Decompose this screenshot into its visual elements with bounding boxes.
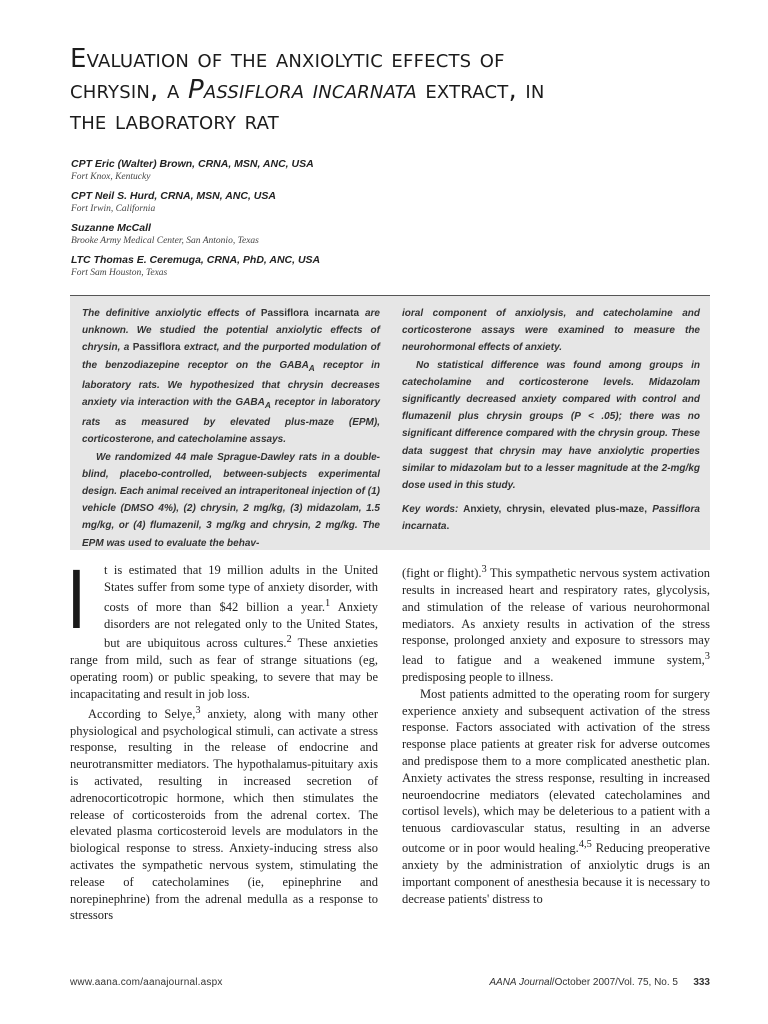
author-item	[71, 221, 491, 248]
author-name: Suzanne McCall	[71, 222, 151, 234]
author-item	[71, 253, 491, 280]
article-title	[70, 44, 710, 137]
drop-cap: I	[70, 552, 83, 646]
keywords-end: .	[446, 521, 450, 533]
keywords-species: Passiflora incarnata	[402, 504, 700, 533]
author-name: CPT Neil S. Hurd, CRNA, MSN, ANC, USA	[71, 190, 276, 202]
body-paragraph	[70, 552, 378, 703]
abstract-paragraph: No statistical difference was found among groups in catecholamine and corticosterone levels. Midazolam significantly decreased anxiety compared with control and flumazenil plus chrysin groups (P < .05); there was no significant difference compared with the chrysin group. These data suggest that chrysin may have anxiolytic properties similar to midazolam but to a lesser magnitude at the 2-mg/kg dose used in this study.	[402, 359, 700, 492]
author-affiliation: Fort Irwin, California	[71, 204, 156, 214]
body-column-left	[70, 552, 378, 924]
journal-url-link[interactable]: www.aana.com/aanajournal.aspx	[70, 977, 223, 988]
abstract-column-left	[82, 305, 380, 552]
citation-ref: 3	[195, 704, 201, 716]
citation-ref: 1	[324, 597, 331, 609]
body-text: These anxieties range from mild, such as fear of strange situations (eg, operating room) or public speaking, to severe that may be incapacitating and result in job loss.	[70, 636, 378, 701]
citation-ref: 3	[481, 564, 487, 575]
author-name: LTC Thomas E. Ceremuga, CRNA, PhD, ANC, USA	[71, 254, 321, 266]
abstract-column-right	[402, 305, 700, 536]
keywords-list: Anxiety, chrysin, elevated plus-maze,	[458, 504, 653, 516]
author-list	[71, 157, 491, 285]
abstract-subscript: A	[308, 362, 315, 373]
body-paragraph	[70, 703, 378, 925]
keywords-label: Key words:	[402, 504, 459, 516]
citation-ref: 3	[704, 651, 710, 663]
abstract-paragraph	[82, 305, 380, 449]
body-text: Most patients admitted to the operating room for surgery experience anxiety and subsequent activation of the stress response. Factors associated with activation of the stress response place patients at greater risk for adverse outcomes and predispose them to a more complicated anesthetic plan. Anxiety activates the stress response, resulting in increased neuroendocrine mediators (elevated catecholamines and cortisol levels), which may be deleterious to a patient with a tenuous cardiovascular status, resulting in an adverse outcome or in poor would healing.	[402, 686, 710, 856]
abstract-text: extract, and the purported modulation of the benzodiazepine receptor on the GABA	[82, 342, 381, 371]
body-text: t is estimated that 19 million adults in the United States suffer from some type of anxiety disorder, with costs of more than $42 billion a year.	[104, 563, 378, 614]
abstract-paragraph: We randomized 44 male Sprague-Dawley rats in a double-blind, placebo-controlled, between-subjects experimental design. Each animal received an intraperitoneal injection of (1) vehicle (DMSO 4%), (2) chrysin, 2 mg/kg, (3) midazolam, 1.5 mg/kg, or (4) flumazenil, 3 mg/kg and chrysin, 2 mg/kg. The EPM was used to evaluate the behav-	[82, 451, 380, 549]
title-species: Passiflora incarnata	[187, 75, 417, 105]
abstract-text: receptor in laboratory rats. We hypothesized that chrysin decreases anxiety via interaction with the GABA	[82, 359, 380, 409]
journal-issue: /October 2007/Vol. 75, No. 5	[551, 977, 678, 988]
abstract-box	[70, 295, 710, 550]
title-line-2-end: extract, in	[416, 75, 545, 105]
citation-ref: 2	[286, 634, 292, 646]
body-text: According to Selye,	[88, 706, 196, 721]
author-name: CPT Eric (Walter) Brown, CRNA, MSN, ANC, USA	[71, 158, 314, 170]
abstract-subscript: A	[264, 400, 271, 411]
body-paragraph	[402, 562, 710, 686]
body-paragraph	[402, 686, 710, 908]
body-text: This sympathetic nervous system activation results in increased heart and respiratory rates, glycolysis, and stimulation of the release of various neurohormonal mediators. As anxiety results in activation of the stress response, prolonged anxiety and exposure to stressors may lead to fatigue and a weakened immune system,	[402, 566, 710, 668]
author-item	[71, 157, 491, 184]
abstract-text: are unknown. We studied the potential anxiolytic effects of chrysin, a	[82, 308, 380, 354]
abstract-text: receptor in laboratory rats as measured by elevated plus-maze (EPM), corticosterone, and catecholamine assays.	[82, 397, 381, 446]
author-affiliation: Fort Sam Houston, Texas	[71, 268, 168, 278]
page-number: 333	[693, 977, 710, 988]
author-item	[71, 189, 491, 216]
title-line-3: the laboratory rat	[70, 106, 279, 136]
title-line-2-start: chrysin, a	[70, 75, 188, 105]
title-line-1: Evaluation of the anxiolytic effects of	[70, 44, 505, 74]
body-text: predisposing people to illness.	[402, 670, 554, 685]
body-text: Anxiety disorders are not relegated only to the United States, but are ubiquitous across cultures.	[104, 599, 378, 651]
abstract-text: The definitive anxiolytic effects of	[82, 308, 261, 319]
abstract-paragraph: ioral component of anxiolysis, and catecholamine and corticosterone assays were examined to measure the neurohormonal effects of anxiety.	[402, 308, 700, 354]
journal-name: AANA Journal	[489, 977, 552, 988]
keywords	[402, 501, 700, 535]
author-affiliation: Fort Knox, Kentucky	[71, 172, 151, 182]
body-text: Reducing preoperative anxiety by the administration of anxiolytic drugs is an important component of anesthesia because it is necessary to decrease patients' distress to	[402, 841, 710, 906]
abstract-species: Passiflora	[132, 342, 181, 354]
citation-ref: 4,5	[578, 839, 592, 851]
page-footer	[70, 977, 710, 991]
journal-citation	[489, 977, 678, 988]
body-text: (fight or flight).	[402, 566, 482, 581]
author-affiliation: Brooke Army Medical Center, San Antonio, Texas	[71, 236, 259, 246]
body-column-right	[402, 562, 710, 907]
body-text: anxiety, along with many other physiological and psychological stimuli, can activate a stress response, resulting in the release of endocrine and neurotransmitter mediators. The hypothalamus-pituitary axis is activated, resulting in increased secretion of adrenocorticotropic hormone, which then stimulates the release of corticosteroids from the adrenal cortex. The elevated plasma corticosteroid levels are modulators in the biological response to stress. Anxiety-inducing stress also activates the sympathetic nervous system, stimulating the release of catecholamines (ie, epinephrine and norepinephrine) from the adrenal medulla as a response to stressors	[70, 706, 378, 923]
abstract-species: Passiflora incarnata	[260, 308, 360, 319]
